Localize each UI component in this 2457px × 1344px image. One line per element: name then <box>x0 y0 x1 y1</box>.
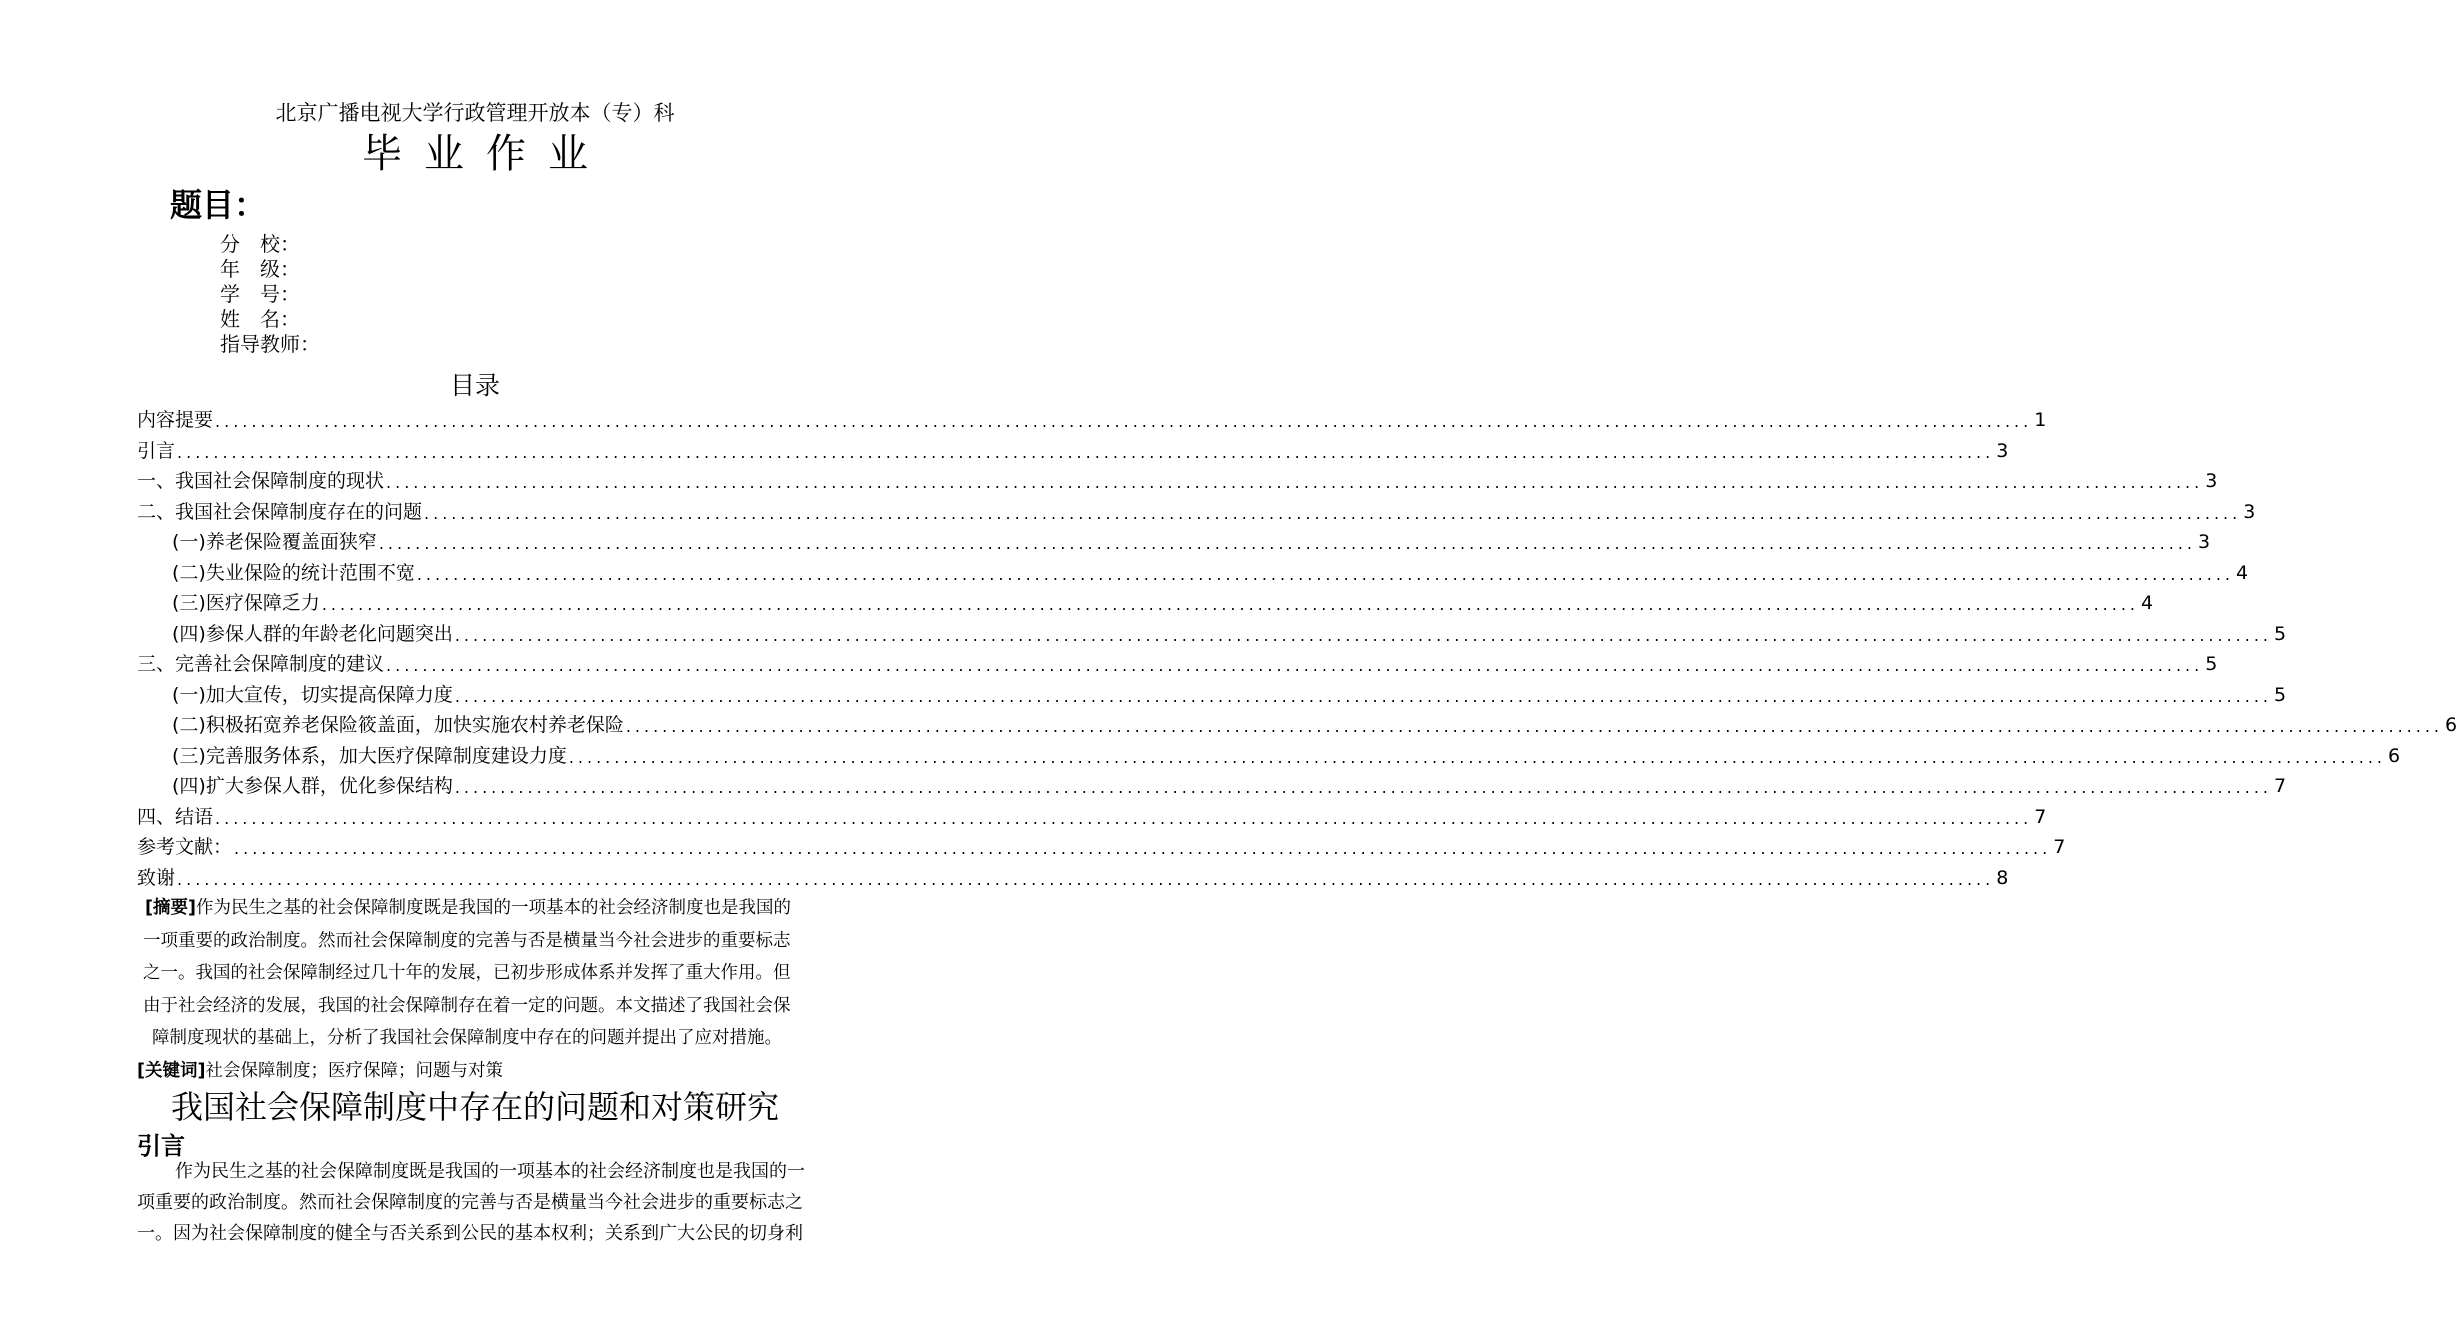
toc-item-label: 一、我国社会保障制度的现状 <box>137 470 385 492</box>
toc-item-page: 7 <box>2034 805 2047 828</box>
toc-item-page: 5 <box>2274 683 2287 706</box>
toc-leader-dots: ........................................................................................................................................................................................................ <box>568 747 2387 767</box>
toc-item-page: 8 <box>1996 866 2009 889</box>
toc-item-page: 1 <box>2034 409 2047 431</box>
document-main-title: 毕业作业 <box>362 131 610 177</box>
toc-item-page: 6 <box>2445 714 2457 736</box>
intro-paragraph-line: 一。因为社会保障制度的健全与否关系到公民的基本权利；关系到广大公民的切身利 <box>137 1223 803 1244</box>
toc-leader-dots: ........................................................................................................................................................................................................ <box>215 808 2033 828</box>
toc-leader-dots: ........................................................................................................................................................................................................ <box>378 534 2197 553</box>
info-field-label: 学 号： <box>220 282 300 306</box>
toc-item-label: 引言 <box>137 439 176 462</box>
abstract-line: 障制度现状的基础上，分析了我国社会保障制度中存在的问题并提出了应对措施。 <box>152 1028 782 1049</box>
info-field-grade <box>220 257 300 282</box>
info-field-label: 年 级： <box>220 257 300 281</box>
toc-leader-dots: ........................................................................................................................................................................................................ <box>321 595 2140 614</box>
keywords-text: 社会保障制度；医疗保障；问题与对策 <box>205 1061 503 1081</box>
toc-item-label: 致谢 <box>137 866 176 889</box>
info-field-name <box>220 307 300 332</box>
toc-item-label: 参考文献： <box>137 836 233 858</box>
intro-paragraph-line: 作为民生之基的社会保障制度既是我国的一项基本的社会经济制度也是我国的一 <box>175 1161 805 1182</box>
info-field-label: 指导教师： <box>220 332 320 356</box>
abstract-line: 作为民生之基的社会保障制度既是我国的一项基本的社会经济制度也是我国的 <box>196 898 791 918</box>
toc-item[interactable] <box>137 648 2218 678</box>
toc-leader-dots: ........................................................................................................................................................................................................ <box>625 717 2444 736</box>
toc-item[interactable] <box>172 587 2154 617</box>
toc-leader-dots: ........................................................................................................................................................................................................ <box>215 412 2033 431</box>
abstract-line: 一项重要的政治制度。然而社会保障制度的完善与否是横量当今社会进步的重要标志 <box>143 930 791 951</box>
toc-item-page: 7 <box>2053 836 2066 858</box>
toc-item-label: (一)养老保险覆盖面狭窄 <box>172 531 377 553</box>
toc-item[interactable] <box>172 709 2457 739</box>
toc-leader-dots: ........................................................................................................................................................................................................ <box>454 625 2273 645</box>
toc-item-label: (三)完善服务体系，加大医疗保障制度建设力度 <box>172 744 567 767</box>
toc-leader-dots: ........................................................................................................................................................................................................ <box>416 564 2235 584</box>
toc-item-page: 3 <box>1996 439 2009 462</box>
toc-leader-dots: ........................................................................................................................................................................................................ <box>424 503 2242 523</box>
toc-title: 目录 <box>449 371 500 400</box>
toc-leader-dots: ........................................................................................................................................................................................................ <box>386 656 2204 675</box>
toc-item[interactable] <box>137 465 2218 495</box>
toc-item-page: 6 <box>2388 744 2401 767</box>
toc-item-label: (三)医疗保障乏力 <box>172 592 320 614</box>
toc-item[interactable] <box>172 679 2287 709</box>
keywords-tag: [关键词] <box>137 1061 206 1081</box>
abstract-line: 之一。我国的社会保障制经过几十年的发展，已初步形成体系并发挥了重大作用。但 <box>143 963 791 984</box>
toc-item[interactable] <box>172 740 2401 770</box>
university-heading: 北京广播电视大学行政管理开放本（专）科 <box>275 101 675 125</box>
toc-leader-dots: ........................................................................................................................................................................................................ <box>454 686 2273 706</box>
toc-leader-dots: ........................................................................................................................................................................................................ <box>177 869 1995 889</box>
toc-item[interactable] <box>137 801 2047 831</box>
toc-item-page: 5 <box>2274 622 2287 645</box>
toc-item-page: 7 <box>2274 775 2287 797</box>
toc-item-page: 3 <box>2205 470 2218 492</box>
toc-leader-dots: ........................................................................................................................................................................................................ <box>234 839 2052 858</box>
toc-item-label: 四、结语 <box>137 805 214 828</box>
toc-item[interactable] <box>172 526 2211 556</box>
toc-item[interactable] <box>137 435 2009 465</box>
toc-item[interactable] <box>137 404 2047 434</box>
info-field-student-id <box>220 282 300 307</box>
toc-item-page: 4 <box>2236 561 2249 584</box>
abstract-tag: [摘要] <box>145 898 196 918</box>
toc-item-label: 内容提要 <box>137 409 214 431</box>
toc-item-label: (四)扩大参保人群，优化参保结构 <box>172 775 453 797</box>
intro-paragraph-line: 项重要的政治制度。然而社会保障制度的完善与否是横量当今社会进步的重要标志之 <box>137 1192 803 1213</box>
toc-item-page: 4 <box>2141 592 2154 614</box>
info-field-label: 姓 名： <box>220 307 300 331</box>
info-field-branch <box>220 232 300 257</box>
paper-title: 我国社会保障制度中存在的问题和对策研究 <box>170 1088 779 1126</box>
toc-item-label: 三、完善社会保障制度的建议 <box>137 653 385 675</box>
toc-item-label: (二)积极拓宽养老保险筱盖面，加快实施农村养老保险 <box>172 714 624 736</box>
toc-item[interactable] <box>137 831 2066 861</box>
toc-item[interactable] <box>172 618 2287 648</box>
toc-leader-dots: ........................................................................................................................................................................................................ <box>454 778 2273 797</box>
info-field-label: 分 校： <box>220 232 300 256</box>
toc-item-page: 5 <box>2205 653 2218 675</box>
toc-leader-dots: ........................................................................................................................................................................................................ <box>386 473 2204 492</box>
toc-item[interactable] <box>137 862 2009 892</box>
intro-heading: 引言 <box>137 1132 185 1160</box>
toc-item-page: 3 <box>2243 500 2256 523</box>
toc-item-label: (二)失业保险的统计范围不宽 <box>172 561 415 584</box>
toc-item-label: (四)参保人群的年龄老化问题突出 <box>172 622 453 645</box>
toc-item[interactable] <box>172 770 2287 800</box>
toc-item[interactable] <box>137 496 2256 526</box>
abstract-block <box>137 892 859 1081</box>
toc-item-page: 3 <box>2198 531 2211 553</box>
info-field-advisor <box>220 332 320 357</box>
toc-leader-dots: ........................................................................................................................................................................................................ <box>177 442 1995 462</box>
toc-item-label: 二、我国社会保障制度存在的问题 <box>137 500 423 523</box>
topic-label: 题目： <box>170 186 267 224</box>
toc-item-label: (一)加大宣传，切实提高保障力度 <box>172 683 453 706</box>
abstract-line: 由于社会经济的发展，我国的社会保障制存在着一定的问题。本文描述了我国社会保 <box>143 995 791 1016</box>
toc-item[interactable] <box>172 557 2249 587</box>
